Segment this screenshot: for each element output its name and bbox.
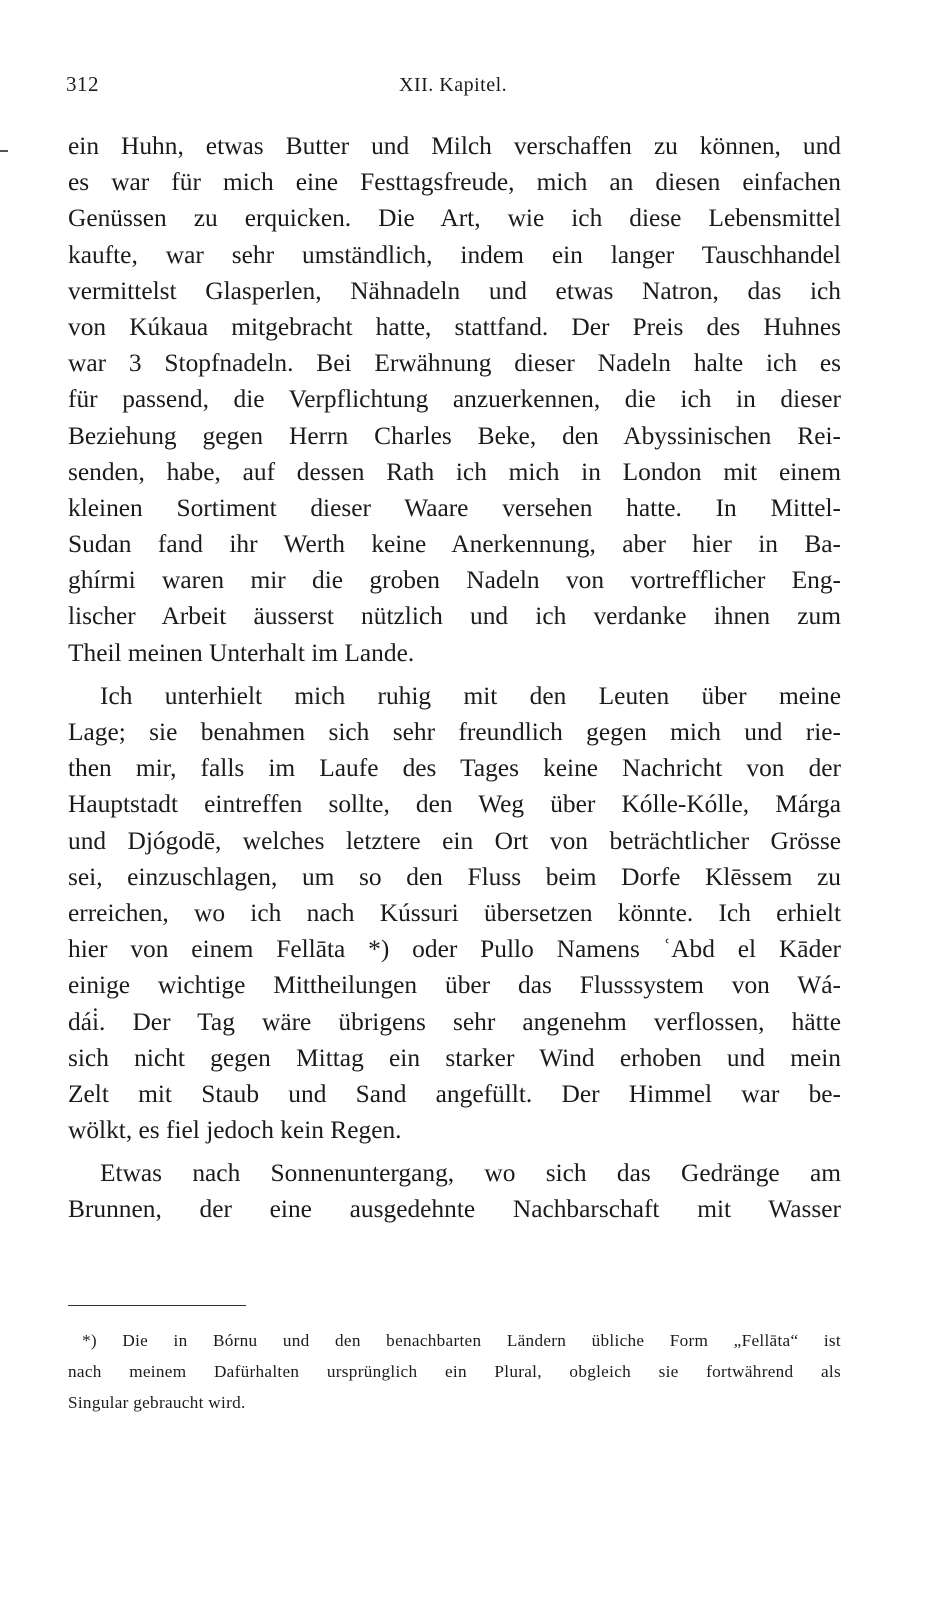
text-line: Genüssen zu erquicken. Die Art, wie ich diese Lebensmittel <box>68 204 841 233</box>
paragraph-2 <box>68 678 841 1148</box>
text-line: Theil meinen Unterhalt im Lande. <box>68 638 415 667</box>
text-line: es war für mich eine Festtagsfreude, mich an diesen einfachen <box>68 168 841 197</box>
text-line: dái̇. Der Tag wäre übrigens sehr angenehm verflossen, hätte <box>68 1007 841 1036</box>
footnote-line: nach meinem Dafürhalten ursprünglich ein Plural, obgleich sie fortwährend als <box>68 1362 841 1381</box>
text-line: und Djógodē, welches letztere ein Ort von beträchtlicher Grösse <box>68 826 841 855</box>
text-line: Hauptstadt eintreffen sollte, den Weg über Kólle-Kólle, Márga <box>68 790 841 819</box>
text-line: wölkt, es fiel jedoch kein Regen. <box>68 1116 402 1145</box>
text-line: einige wichtige Mittheilungen über das Flusssystem von Wá- <box>68 971 841 1000</box>
margin-mark <box>0 150 8 152</box>
text-line: ein Huhn, etwas Butter und Milch verschaffen zu können, und <box>68 132 841 160</box>
running-head: XII. Kapitel. <box>399 74 508 96</box>
text-line: kaufte, war sehr umständlich, indem ein langer Tauschhandel <box>68 240 841 269</box>
text-line: Zelt mit Staub und Sand angefüllt. Der Himmel war be- <box>68 1079 841 1108</box>
body-text <box>68 128 841 1235</box>
text-line: Etwas nach Sonnenuntergang, wo sich das Gedränge am <box>100 1159 841 1188</box>
paragraph-3 <box>68 1155 841 1227</box>
text-line: sei, einzuschlagen, um so den Fluss beim Dorfe Klēssem zu <box>68 862 841 891</box>
page-number: 312 <box>66 72 99 96</box>
text-line: lischer Arbeit äusserst nützlich und ich verdanke ihnen zum <box>68 602 841 631</box>
paragraph-1 <box>68 128 841 671</box>
text-line: sich nicht gegen Mittag ein starker Wind erhoben und mein <box>68 1043 841 1072</box>
text-line: kleinen Sortiment dieser Waare versehen hatte. In Mittel- <box>68 493 841 522</box>
text-line: war 3 Stopfnadeln. Bei Erwähnung dieser Nadeln halte ich es <box>68 349 841 378</box>
text-line: Beziehung gegen Herrn Charles Beke, den Abyssinischen Rei- <box>68 421 841 450</box>
text-line: erreichen, wo ich nach Kússuri übersetzen könnte. Ich erhielt <box>68 898 841 927</box>
footnote-line: Singular gebraucht wird. <box>68 1393 246 1412</box>
footnote-rule <box>68 1305 246 1306</box>
page-header <box>66 72 841 102</box>
text-line: von Kúkaua mitgebracht hatte, stattfand. Der Preis des Huhnes <box>68 312 841 341</box>
footnote <box>68 1325 841 1418</box>
text-line: ghírmi waren mir die groben Nadeln von vortrefflicher Eng- <box>68 566 841 595</box>
text-line: Ich unterhielt mich ruhig mit den Leuten über meine <box>100 681 841 710</box>
text-line: für passend, die Verpflichtung anzuerkennen, die ich in dieser <box>68 385 841 414</box>
text-line: vermittelst Glasperlen, Nähnadeln und etwas Natron, das ich <box>68 276 841 305</box>
text-line: Brunnen, der eine ausgedehnte Nachbarschaft mit Wasser <box>68 1195 841 1224</box>
footnote-line: *) Die in Bórnu und den benachbarten Ländern übliche Form „Fellāta“ ist <box>82 1331 841 1350</box>
text-line: senden, habe, auf dessen Rath ich mich in London mit einem <box>68 457 841 486</box>
text-line: Lage; sie benahmen sich sehr freundlich gegen mich und rie- <box>68 718 841 746</box>
text-line: then mir, falls im Laufe des Tages keine Nachricht von der <box>68 754 841 783</box>
text-line: Sudan fand ihr Werth keine Anerkennung, aber hier in Ba- <box>68 530 841 559</box>
text-line: hier von einem Fellāta *) oder Pullo Namens ʿAbd el Kāder <box>68 935 841 964</box>
